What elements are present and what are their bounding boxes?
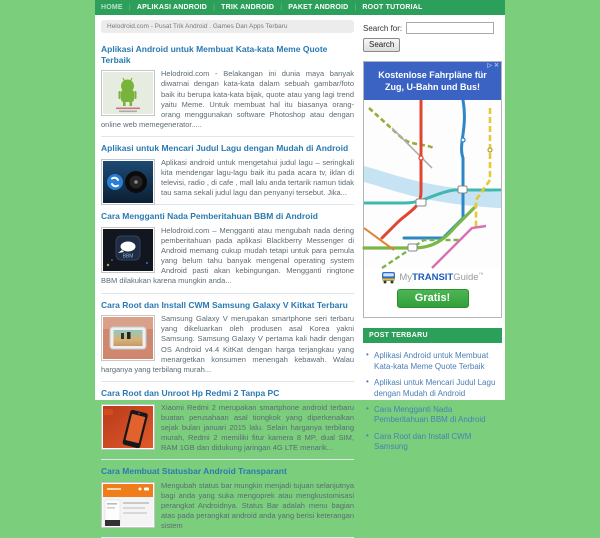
- article-item: [101, 460, 354, 538]
- ad-brand-logo[interactable]: [364, 268, 501, 286]
- article-excerpt: Mengubah status bar mungkin menjadi tujuan selanjutnya bagi anda yang suka mengoprek atau mengkustomisasi perangkat Androidnya. Status Bar adalah menu bagian atas pada perangkat android anda yang berisi keterangan sistem: [161, 480, 354, 531]
- nav-item-aplikasi-android[interactable]: | APLIKASI ANDROID: [123, 4, 207, 11]
- shazam-vinyl-thumbnail[interactable]: [101, 159, 155, 205]
- statusbar-ui-thumbnail[interactable]: [101, 482, 155, 528]
- advertisement[interactable]: [363, 61, 502, 318]
- recent-post-link[interactable]: • Aplikasi Android untuk Membuat Kata-kata Meme Quote Terbaik: [365, 348, 500, 375]
- article-excerpt: Aplikasi android untuk mengetahui judul lagu – seringkali kita mendengar lagu-lagu baik itu pada acara tv, iklan di televisi, radio , di cafe , mall lalu anda tertarik namun tidak tau sama sekali judul lagu dan penyanyi tersebut. Jika...: [161, 157, 354, 197]
- article-item: [101, 38, 354, 137]
- article-title-link[interactable]: Aplikasi Android untuk Membuat Kata-kata Meme Quote Terbaik: [101, 44, 328, 65]
- recent-posts-widget: [363, 328, 502, 455]
- sidebar: [363, 20, 502, 538]
- article-item: [101, 382, 354, 460]
- redmi-2-thumbnail[interactable]: [101, 404, 155, 450]
- article-excerpt: Samsung Galaxy V merupakan smartphone seri terbaru yang dikeluarkan oleh produsen asal Korea yakni Samsung. Samsung Galaxy V pertama kali hadir dengan OS Android v4.4 KitKat dengan harga terjangkau yang menargetkan konsumen menengah kebawah. Walau harganya yang terbilang murah...: [101, 314, 354, 374]
- recent-post-link[interactable]: • Aplikasi untuk Mencari Judul Lagu dengan Mudah di Android: [365, 375, 500, 402]
- article-title-link[interactable]: Cara Mengganti Nada Pemberitahuan BBM di Android: [101, 211, 318, 222]
- recent-post-link[interactable]: • Cara Mengganti Nada Pemberitahuan BBM di Android: [365, 402, 500, 429]
- article-title-link[interactable]: Cara Root dan Install CWM Samsung Galaxy V Kitkat Terbaru: [101, 299, 348, 310]
- site-description: Helodroid.com - Pusat Trik Android . Games Dan Apps Terbaru: [101, 20, 354, 33]
- ad-headline: [364, 62, 501, 100]
- nav-item-home[interactable]: HOME: [101, 4, 123, 11]
- nav-item-paket-android[interactable]: | PAKET ANDROID: [274, 4, 348, 11]
- page-container: [95, 0, 505, 531]
- article-title-link[interactable]: Cara Root dan Unroot Hp Redmi 2 Tanpa PC: [101, 387, 280, 398]
- main-navigation: [95, 0, 505, 15]
- android-meme-thumbnail[interactable]: [101, 70, 155, 116]
- article-item: [101, 294, 354, 382]
- article-excerpt: Helodroid.com – Mengganti atau mengubah nada dering pemberitahuan pada aplikasi Blackberry Messenger di Android memang cukup mudah tetapi untuk para pemula yang belum tahu banyak mengenal operating system Android pasti akan kebingungan. Mengganti ringtone BBM dilakukan karena mungkin anda...: [101, 225, 354, 286]
- article-excerpt: Xiaomi Redmi 2 merupakan smartphone android terbaru buatan perusahaan asal tiongkok yang diperkenalkan sejak bulan januari 2015 lalu. Selain harganya terbilang murah, Redmi 2 memiliki fitur kamera 8 MP, dual SIM, RAM 1GB dan didukung jaringan 4G LTE menarik...: [161, 402, 354, 452]
- ad-brand-text: MyTRANSITGuide™: [399, 272, 484, 284]
- recent-post-link[interactable]: • Cara Root dan Install CWM Samsung: [365, 429, 500, 456]
- article-item: [101, 205, 354, 293]
- nav-item-trik-android[interactable]: | TRIK ANDROID: [207, 4, 274, 11]
- svg-text:BBM: BBM: [122, 253, 134, 260]
- search-button[interactable]: Search: [363, 38, 400, 52]
- article-item: [101, 137, 354, 205]
- ad-headline-text: Kostenlose Fahrpläne für Zug, U-Bahn und Bus!: [378, 70, 487, 92]
- article-excerpt: Helodroid.com - Belakangan ini dunia maya banyak diwarnai dengan kata-kata dalam sebuah gambar/foto baik itu berupa kata-kata bijak, quote atau yang lagi trend yaitu Meme. Untuk membuat hal itu biasanya orang-orang menggunakan software Photoshop atau dengan online web memegenerator.....: [101, 69, 354, 129]
- close-icon[interactable]: ✕: [493, 63, 499, 69]
- nav-item-root-tutorial[interactable]: | ROOT TUTORIAL: [348, 4, 422, 11]
- article-list: [101, 20, 354, 538]
- bus-icon: [381, 271, 396, 284]
- article-title-link[interactable]: Aplikasi untuk Mencari Judul Lagu dengan Mudah di Android: [101, 143, 349, 153]
- bbm-logo-thumbnail[interactable]: [101, 227, 155, 273]
- galaxy-v-photo-thumbnail[interactable]: [101, 315, 155, 361]
- search-input[interactable]: [406, 22, 494, 34]
- article-title-link[interactable]: Cara Membuat Statusbar Android Transparant: [101, 466, 287, 477]
- adchoices-icon[interactable]: ▷: [487, 63, 492, 69]
- transit-map-image[interactable]: [364, 100, 501, 268]
- ad-cta-button[interactable]: Gratis!: [397, 289, 469, 308]
- recent-posts-title: POST TERBARU: [363, 328, 502, 343]
- search-label: Search for:: [363, 23, 403, 33]
